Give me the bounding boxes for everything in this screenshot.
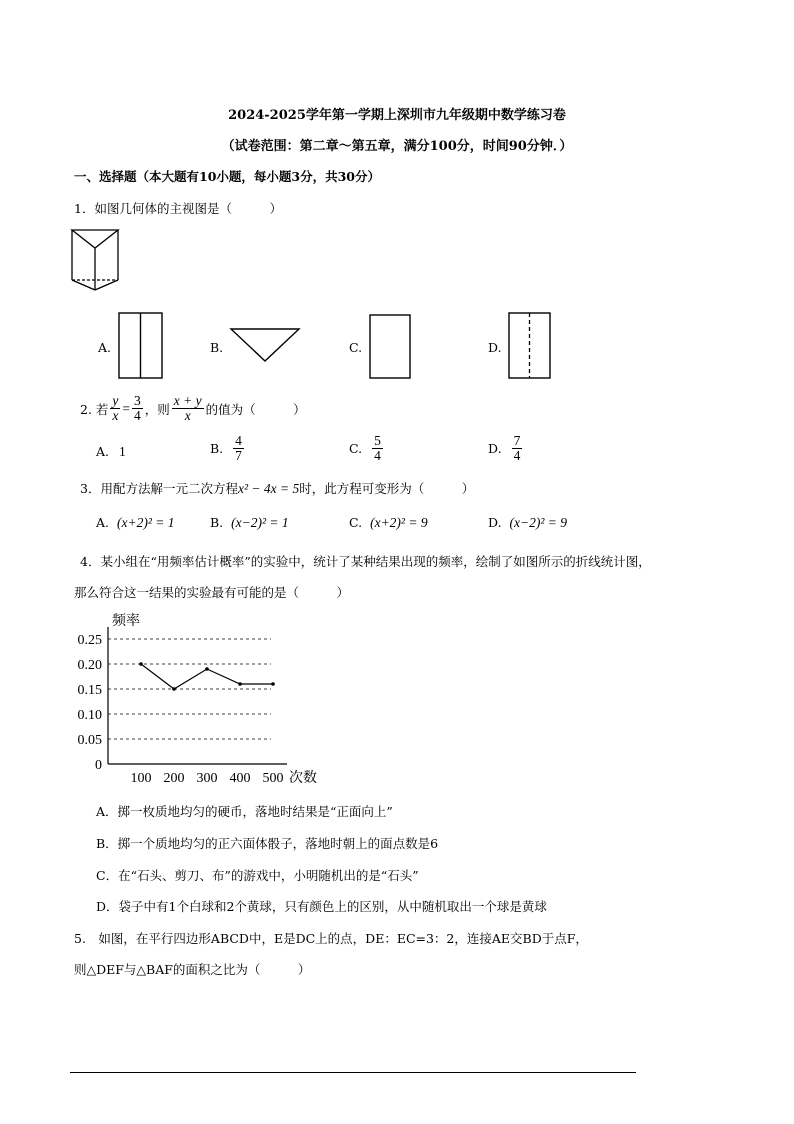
q1-option-b-label: B. bbox=[210, 340, 224, 355]
q2-option-a bbox=[96, 444, 126, 460]
q1-option-a-figure bbox=[118, 312, 164, 380]
x-tick-label: 500 bbox=[262, 771, 284, 786]
y-tick-label: 0.25 bbox=[77, 633, 102, 648]
q3-option-c bbox=[349, 515, 428, 531]
q1-option-a-label: A. bbox=[98, 340, 112, 355]
q2-frac2-den: 4 bbox=[134, 408, 141, 423]
q2-frac1-num: y bbox=[112, 393, 119, 408]
q5-line2: 则△DEF与△BAF的面积之比为（ ） bbox=[74, 962, 311, 977]
q1-option-c-label: C. bbox=[349, 340, 363, 355]
q3-option-d-label: D. bbox=[488, 515, 502, 530]
q2-option-d-label: D. bbox=[488, 441, 502, 456]
footer-rule bbox=[70, 1072, 636, 1073]
data-point bbox=[205, 667, 209, 671]
q2-option-c bbox=[349, 434, 385, 463]
q3-option-b-label: B. bbox=[210, 515, 224, 530]
q3-option-d bbox=[488, 515, 567, 531]
q2-option-c-fraction bbox=[372, 434, 383, 463]
q2-prefix: 2. 若 bbox=[80, 401, 109, 417]
q4-stem-line1: 4．某小组在“用频率估计概率”的实验中，统计了某种结果出现的频率，绘制了如图所示的折线统计图， bbox=[80, 554, 651, 569]
q1-solid-figure bbox=[70, 228, 122, 292]
q2-suffix: 的值为（ ） bbox=[205, 401, 306, 417]
section-heading: 一、选择题（本大题有10小题，每小题3分，共30分） bbox=[74, 169, 380, 184]
q2-equals: = bbox=[122, 400, 131, 416]
y-tick-label: 0.10 bbox=[77, 708, 102, 723]
q2-fraction-y-over-x bbox=[110, 394, 120, 423]
q3-stem bbox=[80, 479, 474, 497]
y-axis-label: 频率 bbox=[112, 613, 140, 629]
q2-option-d-num: 7 bbox=[513, 433, 521, 448]
q3-equation: x² − 4x = 5 bbox=[237, 481, 300, 496]
y-tick-label: 0.20 bbox=[77, 658, 102, 673]
x-tick-label: 200 bbox=[163, 771, 185, 786]
x-tick-label: 400 bbox=[229, 771, 251, 786]
q3-option-a-label: A. bbox=[96, 515, 110, 530]
page-title: 2024-2025学年第一学期上深圳市九年级期中数学练习卷 bbox=[228, 108, 566, 123]
data-point bbox=[139, 662, 143, 666]
q2-fraction-3-over-4 bbox=[132, 394, 143, 423]
q4-stem-line2: 那么符合这一结果的实验最有可能的是（ ） bbox=[74, 585, 350, 600]
q2-option-c-den: 4 bbox=[374, 448, 381, 463]
y-tick-label: 0 bbox=[95, 758, 102, 773]
q2-option-b-fraction bbox=[233, 434, 244, 463]
q2-stem bbox=[80, 394, 306, 423]
q2-mid: ，则 bbox=[144, 401, 170, 417]
q3-option-b-value: (x−2)² = 1 bbox=[231, 515, 289, 530]
q3-option-d-value: (x−2)² = 9 bbox=[509, 515, 568, 530]
q2-option-d-fraction bbox=[512, 434, 523, 463]
q2-frac3-num: x + y bbox=[173, 393, 202, 408]
q3-stem-pre: 3．用配方法解一元二次方程 bbox=[80, 481, 238, 496]
q4-option-a: A．掷一枚质地均匀的硬币，落地时结果是“正面向上” bbox=[96, 804, 393, 819]
q2-frac2-num: 3 bbox=[134, 393, 141, 408]
q2-option-d-den: 4 bbox=[513, 448, 521, 463]
q2-option-b-label: B. bbox=[210, 441, 224, 456]
q2-fraction-xy-over-x bbox=[172, 394, 204, 423]
q1-option-c-figure bbox=[369, 314, 413, 380]
q2-option-b bbox=[210, 434, 246, 463]
q4-option-d: D．袋子中有1个白球和2个黄球，只有颜色上的区别，从中随机取出一个球是黄球 bbox=[96, 899, 547, 914]
q2-option-a-value: 1 bbox=[119, 444, 126, 459]
x-axis-label: 次数 bbox=[289, 770, 317, 786]
data-point bbox=[238, 682, 242, 686]
q2-option-a-label: A. bbox=[96, 444, 110, 459]
q3-option-a-value: (x+2)² = 1 bbox=[117, 515, 175, 530]
page-subtitle: （试卷范围：第二章～第五章，满分100分，时间90分钟．） bbox=[221, 139, 573, 154]
data-point bbox=[271, 682, 275, 686]
q2-option-b-num: 4 bbox=[235, 433, 242, 448]
q3-option-c-label: C. bbox=[349, 515, 363, 530]
x-tick-label: 100 bbox=[130, 771, 152, 786]
q3-option-b bbox=[210, 515, 289, 531]
q2-option-d bbox=[488, 434, 524, 463]
q2-frac1-den: x bbox=[112, 408, 119, 423]
data-point bbox=[172, 687, 176, 691]
q3-option-a bbox=[96, 515, 175, 531]
q2-option-c-label: C. bbox=[349, 441, 363, 456]
frequency-line-chart bbox=[60, 610, 330, 790]
q1-option-d-figure bbox=[508, 312, 552, 380]
q2-option-b-den: 7 bbox=[235, 448, 242, 463]
q4-option-b: B．掷一个质地均匀的正六面体骰子，落地时朝上的面点数是6 bbox=[96, 836, 439, 851]
q1-option-d-label: D. bbox=[488, 340, 502, 355]
q3-stem-post: 时，此方程可变形为（ ） bbox=[299, 481, 475, 496]
q5-line1: 5. 如图，在平行四边形ABCD中，E是DC上的点，DE：EC=3：2，连接AE交BD于点F， bbox=[74, 931, 588, 946]
y-tick-label: 0.05 bbox=[77, 733, 102, 748]
y-tick-label: 0.15 bbox=[77, 683, 102, 698]
q3-option-c-value: (x+2)² = 9 bbox=[370, 515, 428, 530]
q2-option-c-num: 5 bbox=[374, 433, 381, 448]
q2-frac3-den: x bbox=[184, 408, 191, 423]
x-tick-label: 300 bbox=[196, 771, 218, 786]
q1-option-b-figure bbox=[230, 328, 302, 364]
q4-option-c: C．在“石头、剪刀、布”的游戏中，小明随机出的是“石头” bbox=[96, 868, 419, 883]
q1-stem: 1．如图几何体的主视图是（ ） bbox=[74, 201, 282, 216]
